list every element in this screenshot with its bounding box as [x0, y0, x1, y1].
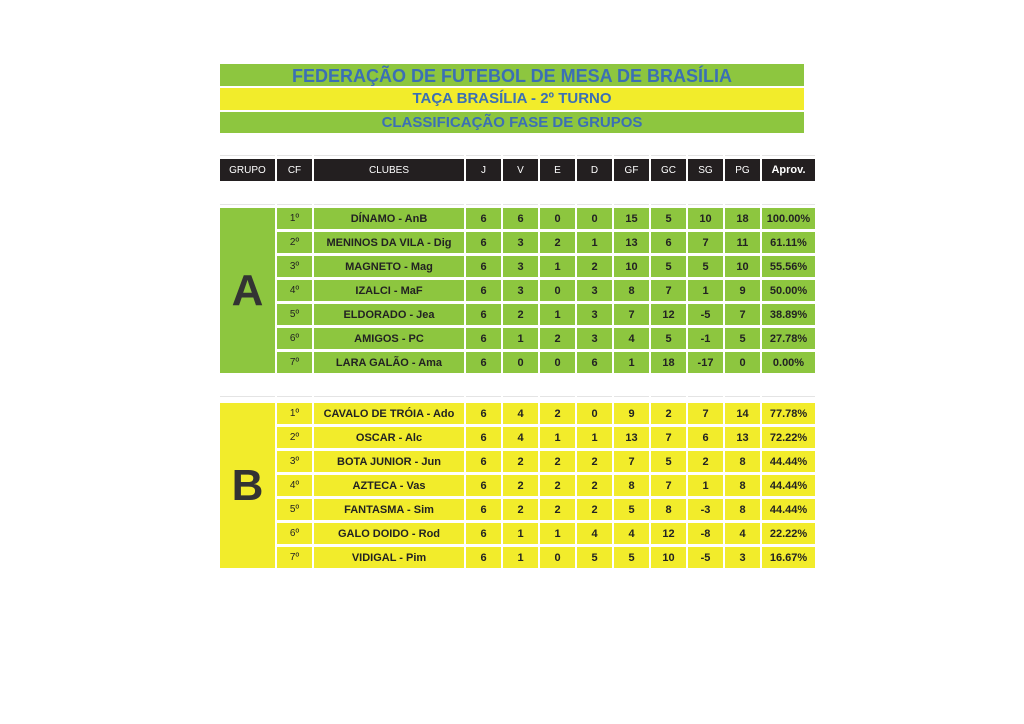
cell-club: MAGNETO - Mag [314, 256, 464, 277]
cell-draws: 2 [540, 232, 575, 253]
cell-points: 3 [725, 547, 760, 568]
empty-cell [466, 184, 501, 205]
cell-played: 6 [466, 547, 501, 568]
empty-cell [762, 184, 815, 205]
cell-goal-diff: -17 [688, 352, 723, 373]
cell-losses: 2 [577, 499, 612, 520]
cell-losses: 5 [577, 547, 612, 568]
cell-goals-for: 4 [614, 523, 649, 544]
empty-cell [314, 135, 464, 156]
header-j: J [466, 159, 501, 181]
empty-cell [277, 184, 312, 205]
cell-losses: 0 [577, 403, 612, 424]
cell-draws: 2 [540, 499, 575, 520]
cell-club: ELDORADO - Jea [314, 304, 464, 325]
cell-club: OSCAR - Alc [314, 427, 464, 448]
cell-points: 13 [725, 427, 760, 448]
cell-position: 7º [277, 547, 312, 568]
cell-goals-against: 12 [651, 304, 686, 325]
cell-club: DÍNAMO - AnB [314, 208, 464, 229]
cell-goals-against: 18 [651, 352, 686, 373]
empty-cell [540, 376, 575, 397]
cell-club: CAVALO DE TRÓIA - Ado [314, 403, 464, 424]
cell-points: 10 [725, 256, 760, 277]
cell-goals-for: 1 [614, 352, 649, 373]
cell-points: 18 [725, 208, 760, 229]
cell-goal-diff: -8 [688, 523, 723, 544]
header-sg: SG [688, 159, 723, 181]
cell-wins: 3 [503, 280, 538, 301]
empty-cell [688, 376, 723, 397]
cell-goals-against: 2 [651, 403, 686, 424]
cell-points: 14 [725, 403, 760, 424]
empty-cell [577, 184, 612, 205]
cell-club: LARA GALÃO - Ama [314, 352, 464, 373]
cell-played: 6 [466, 499, 501, 520]
empty-cell [762, 376, 815, 397]
standings-table [220, 135, 811, 568]
empty-cell [466, 376, 501, 397]
header-cf: CF [277, 159, 312, 181]
cell-goals-for: 13 [614, 427, 649, 448]
empty-cell [220, 184, 275, 205]
cell-goals-for: 10 [614, 256, 649, 277]
cell-wins: 2 [503, 304, 538, 325]
empty-cell [314, 376, 464, 397]
cell-losses: 0 [577, 208, 612, 229]
cell-points: 8 [725, 499, 760, 520]
empty-cell [688, 184, 723, 205]
empty-cell [577, 135, 612, 156]
empty-cell [651, 184, 686, 205]
empty-cell [614, 376, 649, 397]
cell-goals-against: 7 [651, 280, 686, 301]
cell-position: 5º [277, 304, 312, 325]
cell-played: 6 [466, 304, 501, 325]
cell-draws: 1 [540, 304, 575, 325]
cell-percentage: 44.44% [762, 499, 815, 520]
cell-wins: 2 [503, 475, 538, 496]
cell-draws: 0 [540, 352, 575, 373]
cell-goals-against: 12 [651, 523, 686, 544]
header-e: E [540, 159, 575, 181]
cell-club: MENINOS DA VILA - Dig [314, 232, 464, 253]
cell-wins: 3 [503, 232, 538, 253]
cell-losses: 3 [577, 280, 612, 301]
cell-wins: 3 [503, 256, 538, 277]
cell-played: 6 [466, 352, 501, 373]
cell-played: 6 [466, 280, 501, 301]
cell-points: 7 [725, 304, 760, 325]
cell-goals-for: 15 [614, 208, 649, 229]
cell-goals-against: 5 [651, 256, 686, 277]
cell-wins: 4 [503, 427, 538, 448]
cell-percentage: 61.11% [762, 232, 815, 253]
cell-points: 0 [725, 352, 760, 373]
cell-goal-diff: 7 [688, 232, 723, 253]
cell-draws: 0 [540, 547, 575, 568]
cell-goals-against: 5 [651, 328, 686, 349]
cell-goal-diff: 1 [688, 280, 723, 301]
cell-percentage: 50.00% [762, 280, 815, 301]
cell-club: IZALCI - MaF [314, 280, 464, 301]
cell-losses: 3 [577, 304, 612, 325]
empty-cell [220, 135, 275, 156]
header-gc: GC [651, 159, 686, 181]
header-pg: PG [725, 159, 760, 181]
header-grupo: GRUPO [220, 159, 275, 181]
cell-goals-for: 5 [614, 547, 649, 568]
cell-goal-diff: 2 [688, 451, 723, 472]
cell-draws: 2 [540, 403, 575, 424]
cell-percentage: 16.67% [762, 547, 815, 568]
cell-goal-diff: -1 [688, 328, 723, 349]
cell-goal-diff: 5 [688, 256, 723, 277]
cell-losses: 2 [577, 256, 612, 277]
empty-cell [540, 135, 575, 156]
empty-cell [503, 184, 538, 205]
cell-wins: 0 [503, 352, 538, 373]
cell-goal-diff: 6 [688, 427, 723, 448]
cell-goals-for: 9 [614, 403, 649, 424]
cell-percentage: 55.56% [762, 256, 815, 277]
cell-goal-diff: 10 [688, 208, 723, 229]
cell-percentage: 72.22% [762, 427, 815, 448]
cell-percentage: 44.44% [762, 475, 815, 496]
cell-position: 2º [277, 232, 312, 253]
cell-goal-diff: -5 [688, 547, 723, 568]
standings-sheet [220, 64, 811, 568]
cell-goal-diff: -3 [688, 499, 723, 520]
cell-goal-diff: 1 [688, 475, 723, 496]
cell-percentage: 44.44% [762, 451, 815, 472]
cell-position: 6º [277, 523, 312, 544]
cell-club: AMIGOS - PC [314, 328, 464, 349]
empty-cell [220, 376, 275, 397]
cell-goals-for: 13 [614, 232, 649, 253]
cell-points: 9 [725, 280, 760, 301]
cell-played: 6 [466, 523, 501, 544]
empty-cell [651, 135, 686, 156]
cell-goals-for: 7 [614, 304, 649, 325]
empty-cell [651, 376, 686, 397]
cell-goals-against: 8 [651, 499, 686, 520]
empty-cell [725, 184, 760, 205]
empty-cell [725, 376, 760, 397]
cell-points: 8 [725, 451, 760, 472]
cell-wins: 6 [503, 208, 538, 229]
cell-position: 3º [277, 256, 312, 277]
cell-played: 6 [466, 427, 501, 448]
group-label: B [220, 403, 275, 568]
header-d: D [577, 159, 612, 181]
cell-club: GALO DOIDO - Rod [314, 523, 464, 544]
cell-wins: 1 [503, 328, 538, 349]
cell-goals-against: 6 [651, 232, 686, 253]
empty-cell [614, 184, 649, 205]
header-clubes: CLUBES [314, 159, 464, 181]
cell-club: BOTA JUNIOR - Jun [314, 451, 464, 472]
cell-wins: 2 [503, 451, 538, 472]
cell-points: 4 [725, 523, 760, 544]
cell-position: 5º [277, 499, 312, 520]
cell-draws: 1 [540, 256, 575, 277]
tournament-subtitle: TAÇA BRASÍLIA - 2º TURNO [220, 88, 804, 110]
cell-played: 6 [466, 232, 501, 253]
empty-cell [688, 135, 723, 156]
cell-club: VIDIGAL - Pim [314, 547, 464, 568]
cell-position: 4º [277, 280, 312, 301]
group-label: A [220, 208, 275, 373]
cell-position: 7º [277, 352, 312, 373]
cell-played: 6 [466, 256, 501, 277]
empty-cell [314, 184, 464, 205]
cell-played: 6 [466, 475, 501, 496]
empty-cell [503, 376, 538, 397]
empty-cell [466, 135, 501, 156]
cell-goals-for: 8 [614, 475, 649, 496]
empty-cell [277, 376, 312, 397]
cell-losses: 6 [577, 352, 612, 373]
empty-cell [503, 135, 538, 156]
cell-goals-against: 5 [651, 451, 686, 472]
cell-wins: 2 [503, 499, 538, 520]
header-v: V [503, 159, 538, 181]
cell-goals-against: 10 [651, 547, 686, 568]
cell-draws: 1 [540, 523, 575, 544]
cell-position: 3º [277, 451, 312, 472]
cell-draws: 0 [540, 280, 575, 301]
cell-position: 6º [277, 328, 312, 349]
empty-cell [540, 184, 575, 205]
cell-goals-for: 8 [614, 280, 649, 301]
cell-position: 2º [277, 427, 312, 448]
cell-losses: 1 [577, 232, 612, 253]
page-title: FEDERAÇÃO DE FUTEBOL DE MESA DE BRASÍLIA [220, 64, 804, 86]
cell-draws: 0 [540, 208, 575, 229]
cell-goals-against: 7 [651, 427, 686, 448]
cell-played: 6 [466, 451, 501, 472]
cell-goal-diff: 7 [688, 403, 723, 424]
cell-club: AZTECA - Vas [314, 475, 464, 496]
cell-losses: 2 [577, 451, 612, 472]
cell-played: 6 [466, 208, 501, 229]
cell-losses: 1 [577, 427, 612, 448]
cell-goals-for: 7 [614, 451, 649, 472]
cell-wins: 4 [503, 403, 538, 424]
cell-percentage: 27.78% [762, 328, 815, 349]
cell-position: 1º [277, 403, 312, 424]
cell-percentage: 38.89% [762, 304, 815, 325]
cell-position: 1º [277, 208, 312, 229]
empty-cell [762, 135, 815, 156]
cell-goals-for: 4 [614, 328, 649, 349]
cell-points: 11 [725, 232, 760, 253]
cell-points: 5 [725, 328, 760, 349]
cell-played: 6 [466, 403, 501, 424]
cell-draws: 1 [540, 427, 575, 448]
cell-percentage: 100.00% [762, 208, 815, 229]
cell-club: FANTASMA - Sim [314, 499, 464, 520]
cell-goals-for: 5 [614, 499, 649, 520]
section-title: CLASSIFICAÇÃO FASE DE GRUPOS [220, 112, 804, 133]
cell-draws: 2 [540, 475, 575, 496]
cell-goals-against: 7 [651, 475, 686, 496]
cell-percentage: 0.00% [762, 352, 815, 373]
cell-percentage: 77.78% [762, 403, 815, 424]
cell-wins: 1 [503, 523, 538, 544]
cell-goal-diff: -5 [688, 304, 723, 325]
empty-cell [725, 135, 760, 156]
cell-losses: 3 [577, 328, 612, 349]
cell-wins: 1 [503, 547, 538, 568]
empty-cell [577, 376, 612, 397]
cell-played: 6 [466, 328, 501, 349]
cell-position: 4º [277, 475, 312, 496]
empty-cell [614, 135, 649, 156]
header-aprov: Aprov. [762, 159, 815, 181]
cell-losses: 2 [577, 475, 612, 496]
cell-draws: 2 [540, 328, 575, 349]
empty-cell [277, 135, 312, 156]
cell-goals-against: 5 [651, 208, 686, 229]
cell-percentage: 22.22% [762, 523, 815, 544]
cell-draws: 2 [540, 451, 575, 472]
cell-losses: 4 [577, 523, 612, 544]
header-gf: GF [614, 159, 649, 181]
cell-points: 8 [725, 475, 760, 496]
